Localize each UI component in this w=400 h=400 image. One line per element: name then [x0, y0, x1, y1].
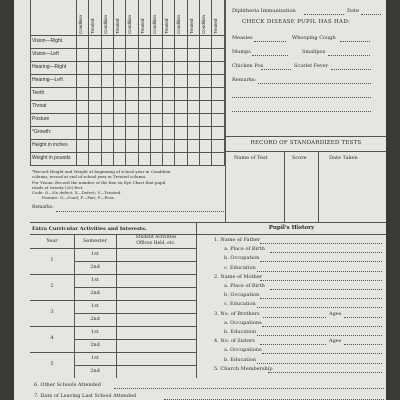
semester-label: 2nd: [90, 264, 100, 270]
history-field[interactable]: [270, 252, 382, 253]
history-item-label: a. Place of Birth: [224, 246, 265, 253]
ages-field[interactable]: [344, 344, 382, 345]
semester-label: 2nd: [90, 316, 100, 322]
column-header: Condition: [151, 14, 157, 34]
disease-scarlet-fever: Scarlet Fever: [294, 63, 329, 69]
history-item-label: a. Occupations: [224, 347, 262, 354]
activities-col-semester: Semester: [82, 238, 107, 244]
history-item-label: b. Occupation: [224, 255, 260, 262]
history-field[interactable]: [262, 353, 382, 354]
semester-label: 1st: [91, 355, 99, 361]
activity-entry-cell[interactable]: [117, 249, 195, 260]
scarlet-fever-field[interactable]: [331, 69, 371, 70]
smallpox-field[interactable]: [328, 55, 370, 56]
history-item-label: b. Education: [224, 356, 257, 363]
note-line: *Record Height and Weight at beginning of school year in Condition: [32, 169, 171, 174]
semester-label: 2nd: [90, 290, 100, 296]
tests-col-score: Score: [292, 155, 307, 161]
year-label: 4: [50, 335, 54, 341]
semester-label: 2nd: [90, 342, 100, 348]
health-row-label: Teeth: [32, 90, 45, 96]
activity-entry-cell[interactable]: [117, 314, 195, 325]
health-row-label: Hearing—Right: [32, 64, 67, 70]
disease-whooping-cough: Whooping Cough: [292, 35, 336, 41]
diphtheria-date-field[interactable]: [361, 14, 381, 15]
history-item-label: c. Education: [224, 301, 256, 308]
note-line: reads at twenty (20) feet.: [32, 185, 84, 190]
note-line: For Vision: Record the number of the line on Eye Chart that pupil: [32, 180, 166, 185]
health-row-label: Height in inches: [32, 142, 68, 148]
activities-col-year: Year: [46, 238, 58, 244]
whooping-cough-field[interactable]: [340, 41, 370, 42]
note-line: column; record at end of school year in Treated column.: [32, 174, 147, 179]
activity-entry-cell[interactable]: [117, 262, 195, 273]
health-remarks-line[interactable]: [56, 211, 224, 212]
column-header: Treated: [139, 18, 145, 34]
health-row-label: Hearing—Left: [32, 77, 63, 83]
history-field[interactable]: [257, 307, 382, 308]
activity-entry-cell[interactable]: [117, 275, 195, 286]
column-header: Treated: [114, 18, 120, 34]
activity-entry-cell[interactable]: [117, 301, 195, 312]
history-field[interactable]: [270, 289, 382, 290]
activities-col-student: Student Activities: [135, 235, 177, 240]
history-field[interactable]: [260, 344, 326, 345]
semester-label: 1st: [91, 303, 99, 309]
record-card-page: [14, 0, 386, 400]
column-header: Condition: [201, 14, 206, 34]
year-label: 2: [50, 283, 54, 289]
disease-smallpox: Smallpox: [302, 49, 326, 55]
column-header: Treated: [213, 18, 219, 34]
mumps-field[interactable]: [252, 55, 288, 56]
semester-label: 1st: [91, 277, 99, 283]
diphtheria-field[interactable]: [304, 14, 344, 15]
tests-col-date: Date Taken: [329, 155, 358, 161]
history-item-label: 3. No. of Brothers: [214, 310, 260, 317]
disease-remarks-line-2[interactable]: [232, 97, 371, 98]
semester-label: 1st: [91, 329, 99, 335]
disease-remarks-line-3[interactable]: [232, 111, 371, 112]
ages-field[interactable]: [344, 317, 382, 318]
column-header: Condition: [176, 14, 182, 34]
chicken-pox-field[interactable]: [261, 69, 291, 70]
history-field[interactable]: [257, 363, 382, 364]
history-item-label: a. Occupations: [224, 319, 262, 326]
year-label: 5: [50, 361, 54, 367]
tests-heading: RECORD OF STANDARDIZED TESTS: [250, 140, 362, 146]
history-item-label: c. Education: [224, 264, 256, 271]
health-row-label: Vision—Right: [32, 38, 63, 44]
year-label: 3: [50, 309, 54, 315]
semester-label: 2nd: [90, 368, 100, 374]
history-item-label: 5. Church Membership: [214, 365, 273, 372]
history-field[interactable]: [262, 326, 382, 327]
history-item-label: b. Occupation: [224, 292, 260, 299]
activity-entry-cell[interactable]: [117, 288, 195, 299]
health-row-label: *Growth:: [32, 129, 52, 135]
history-field[interactable]: [260, 261, 382, 262]
history-item-label: a. Place of Birth: [224, 283, 265, 289]
history-field[interactable]: [263, 317, 326, 318]
note-line: Posture: G—Good; F—Fair; P—Poor.: [42, 195, 115, 200]
health-row-label: Weight in pounds: [32, 155, 71, 161]
health-remarks-label: Remarks:: [32, 205, 54, 210]
column-header: Treated: [188, 18, 194, 34]
disease-heading: CHECK DISEASE PUPIL HAS HAD:: [242, 19, 351, 25]
ages-label: Ages: [329, 338, 342, 345]
disease-mumps: Mumps: [232, 49, 251, 55]
year-label: 1: [50, 257, 54, 263]
diphtheria-date-label: Date: [347, 8, 359, 14]
column-header: Condition: [102, 14, 108, 34]
health-row-label: Posture: [32, 116, 50, 122]
activity-entry-cell[interactable]: [117, 366, 195, 377]
history-item-label: b. Education: [224, 329, 257, 335]
semester-label: 1st: [91, 251, 99, 257]
column-header: Condition: [78, 14, 83, 34]
history-field[interactable]: [260, 243, 382, 244]
history-field[interactable]: [260, 280, 382, 281]
activity-entry-cell[interactable]: [117, 327, 195, 338]
history-item-label: 1. Name of Father: [214, 237, 261, 243]
activity-entry-cell[interactable]: [117, 340, 195, 351]
diphtheria-label: Diphtheria Immunization: [232, 8, 296, 14]
column-header: Treated: [90, 18, 96, 34]
disease-remarks-label: Remarks:: [232, 77, 257, 83]
date-leaving-label: 7. Date of Leaving Last School Attended: [34, 393, 137, 399]
health-row-label: Throat: [32, 103, 47, 109]
other-schools-field[interactable]: [114, 388, 384, 389]
other-schools-label: 6. Other Schools Attended: [34, 382, 101, 388]
column-header: Condition: [127, 14, 133, 34]
disease-remarks-line[interactable]: [258, 83, 371, 84]
history-item-label: 2. Name of Mother: [214, 273, 263, 280]
history-field[interactable]: [257, 271, 382, 272]
activities-col-offices: Offices Held, etc.: [136, 241, 176, 246]
history-heading: Pupil's History: [268, 225, 315, 231]
health-row-label: Vision—Left: [32, 51, 59, 57]
activity-entry-cell[interactable]: [117, 353, 195, 364]
history-item-label: 4. No. of Sisters: [214, 338, 255, 345]
history-field[interactable]: [268, 372, 382, 373]
measles-field[interactable]: [254, 41, 286, 42]
column-header: Treated: [164, 18, 170, 34]
note-line: Code: O—No defect; X—Defect; V—Treated.: [32, 190, 122, 195]
ages-label: Ages: [329, 310, 342, 317]
history-field[interactable]: [257, 335, 382, 336]
activities-heading: Extra Curricular Activities and Interests.: [32, 226, 147, 232]
disease-measles: Measles: [232, 35, 253, 41]
history-field[interactable]: [260, 298, 382, 299]
disease-chicken-pox: Chicken Pox: [232, 63, 264, 69]
tests-col-name: Name of Test: [234, 155, 268, 161]
